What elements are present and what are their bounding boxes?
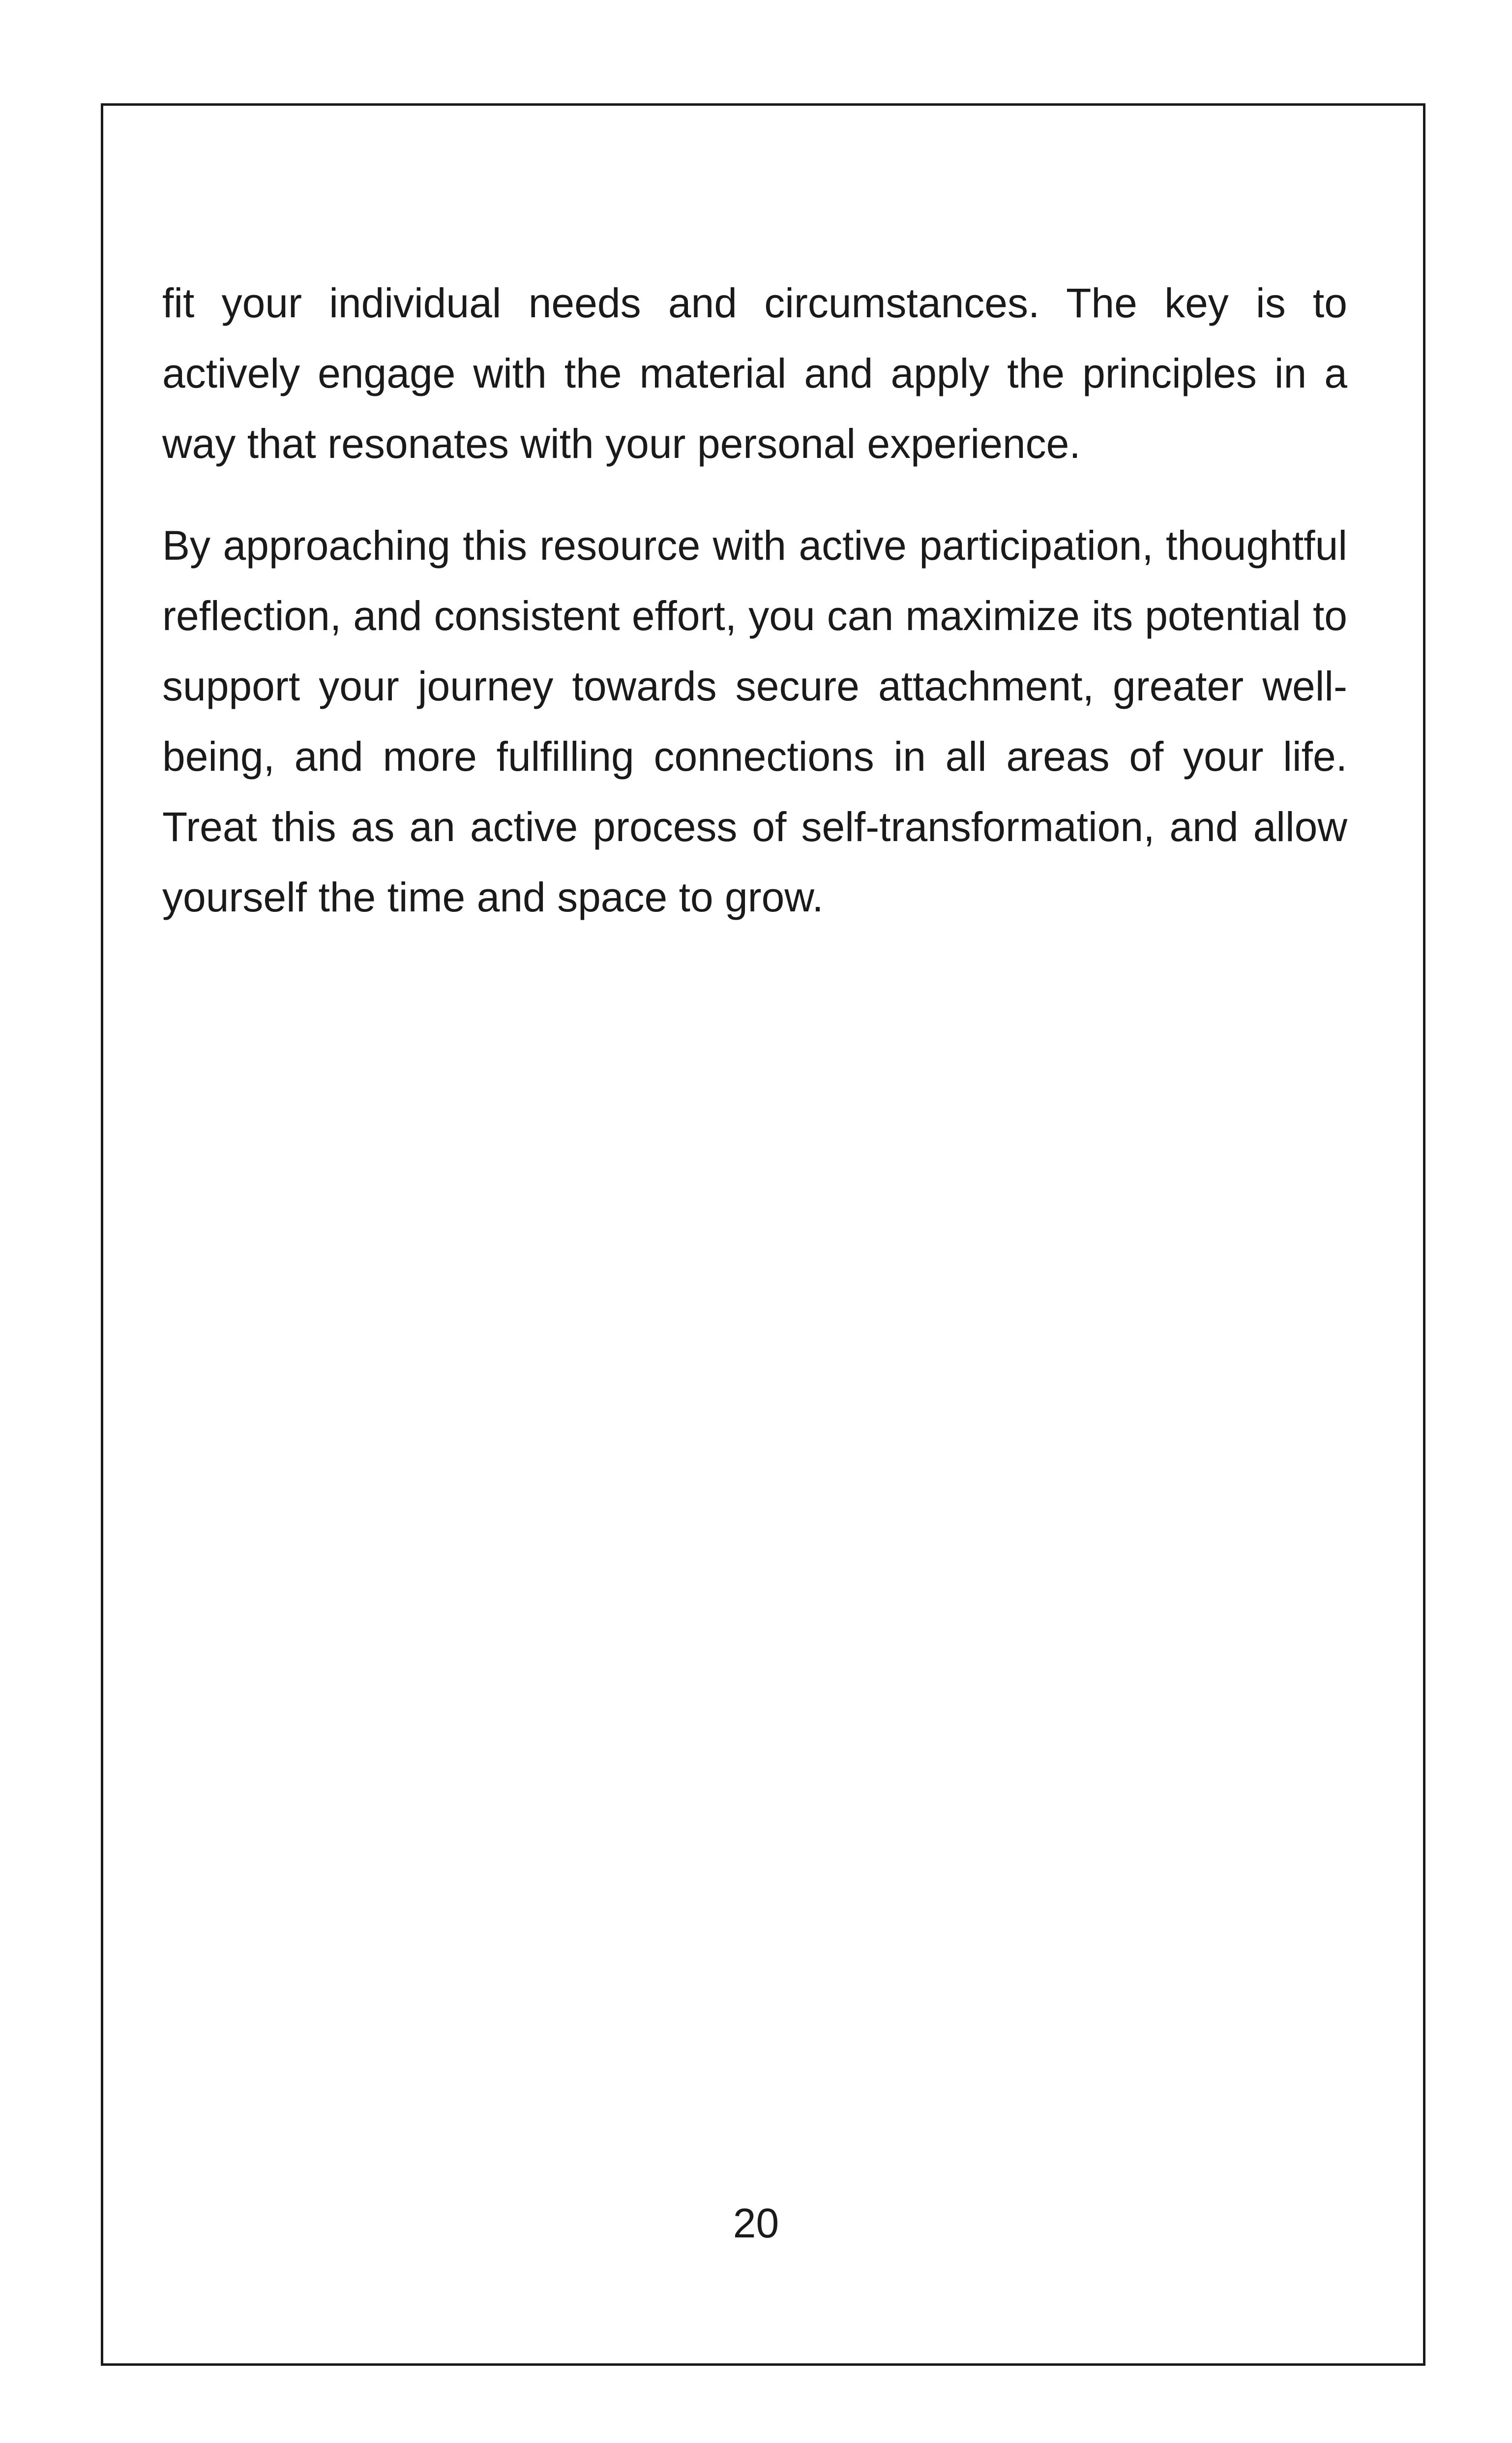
body-text <box>162 268 1347 933</box>
paragraph-1: fit your individual needs and circumstances. The key is to actively engage with the material and apply the principles in a way that resonates with your personal experience. <box>162 280 1347 467</box>
page-number: 20 <box>733 2200 779 2246</box>
paragraph-2: By approaching this resource with active participation, thoughtful reflection, and consistent effort, you can maximize its potential to support your journey towards secure attachment, greater well-being, and more fulfilling connections in all areas of your life. Treat this as an active process of self-transformation, and allow yourself the time and space to grow. <box>162 522 1347 920</box>
